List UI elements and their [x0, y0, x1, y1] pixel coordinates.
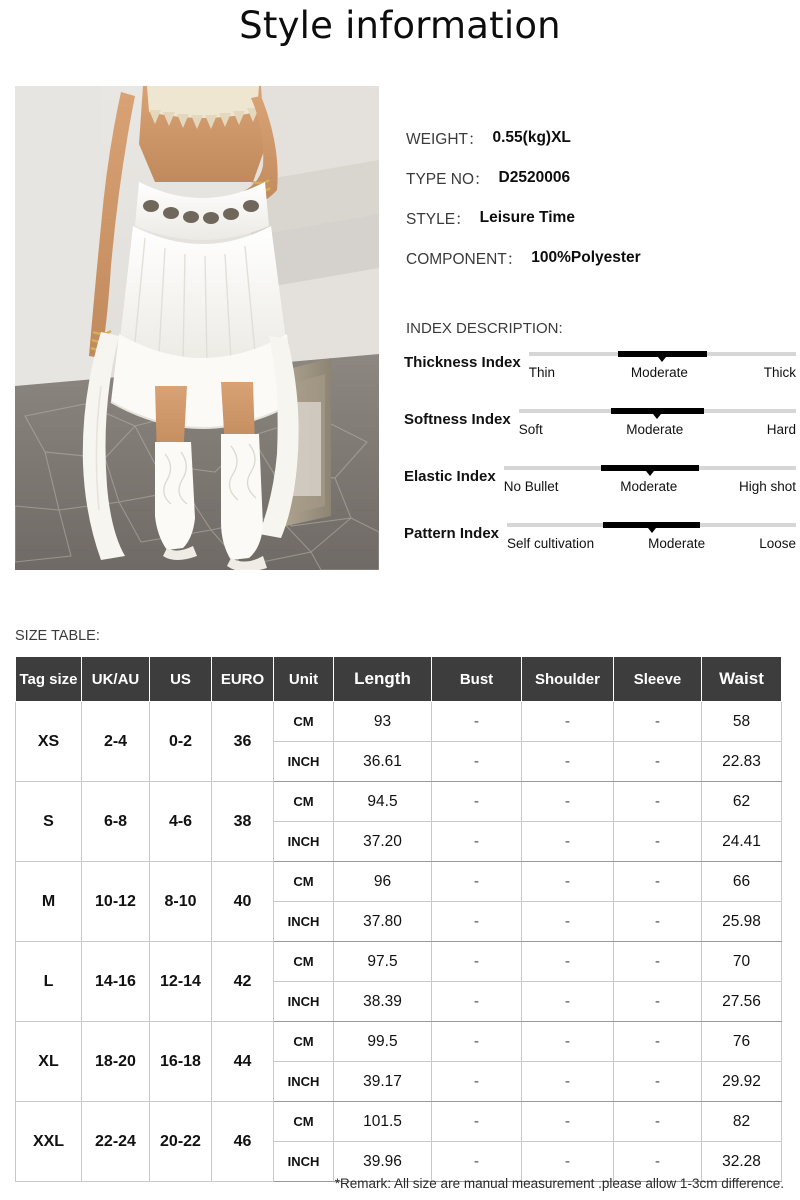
cell-sleeve: - [614, 1102, 702, 1142]
cell-sleeve: - [614, 1022, 702, 1062]
index-track-softness [519, 409, 796, 413]
index-row-softness [404, 409, 796, 466]
cell-sleeve: - [614, 982, 702, 1022]
cell-tag-size: M [16, 862, 82, 942]
spec-row-component [406, 238, 796, 278]
index-label-thickness: Thickness Index [404, 354, 521, 371]
cell-euro: 44 [212, 1022, 274, 1102]
col-header-euro: EURO [212, 657, 274, 702]
cell-euro: 42 [212, 942, 274, 1022]
cell-length: 36.61 [334, 742, 432, 782]
cell-euro: 40 [212, 862, 274, 942]
cell-waist: 22.83 [702, 742, 782, 782]
col-header-waist: Waist [702, 657, 782, 702]
cell-length: 94.5 [334, 782, 432, 822]
cell-sleeve: - [614, 702, 702, 742]
size-table-header-row [16, 657, 782, 702]
index-gauge-softness [519, 409, 796, 437]
cell-shoulder: - [522, 1142, 614, 1182]
index-row-thickness [404, 352, 796, 409]
cell-length: 97.5 [334, 942, 432, 982]
size-table-body [16, 702, 782, 1182]
cell-us: 4-6 [150, 782, 212, 862]
index-ticks-softness [519, 422, 796, 437]
index-marker-softness [653, 414, 661, 419]
index-marker-pattern [648, 528, 656, 533]
index-tick-high-thickness: Thick [763, 365, 796, 380]
cell-sleeve: - [614, 822, 702, 862]
index-marker-elastic [646, 471, 654, 476]
cell-uk-au: 6-8 [82, 782, 150, 862]
index-tick-high-softness: Hard [766, 422, 796, 437]
index-ticks-thickness [529, 365, 796, 380]
index-marker-thickness [658, 357, 666, 362]
index-ticks-elastic [504, 479, 796, 494]
cell-tag-size: S [16, 782, 82, 862]
index-tick-mid-pattern: Moderate [648, 536, 706, 551]
col-header-sleeve: Sleeve [614, 657, 702, 702]
cell-length: 38.39 [334, 982, 432, 1022]
cell-bust: - [432, 862, 522, 902]
cell-euro: 46 [212, 1102, 274, 1182]
cell-length: 93 [334, 702, 432, 742]
cell-unit: CM [274, 702, 334, 742]
cell-uk-au: 10-12 [82, 862, 150, 942]
cell-waist: 27.56 [702, 982, 782, 1022]
cell-unit: INCH [274, 742, 334, 782]
spec-row-type-no [406, 158, 796, 198]
table-row [16, 1102, 782, 1142]
cell-length: 39.17 [334, 1062, 432, 1102]
cell-waist: 58 [702, 702, 782, 742]
cell-shoulder: - [522, 822, 614, 862]
cell-bust: - [432, 1102, 522, 1142]
cell-shoulder: - [522, 782, 614, 822]
cell-shoulder: - [522, 1102, 614, 1142]
col-header-length: Length [334, 657, 432, 702]
col-header-shoulder: Shoulder [522, 657, 614, 702]
cell-us: 16-18 [150, 1022, 212, 1102]
cell-tag-size: XS [16, 702, 82, 782]
cell-tag-size: XL [16, 1022, 82, 1102]
cell-sleeve: - [614, 1062, 702, 1102]
table-row [16, 942, 782, 982]
index-gauge-elastic [504, 466, 796, 494]
spec-row-style [406, 198, 796, 238]
cell-us: 12-14 [150, 942, 212, 1022]
spec-value-component: 100%Polyester [531, 249, 641, 266]
table-row [16, 862, 782, 902]
index-gauge-list [404, 352, 796, 580]
col-header-uk-au: UK/AU [82, 657, 150, 702]
cell-shoulder: - [522, 902, 614, 942]
cell-waist: 82 [702, 1102, 782, 1142]
index-row-pattern [404, 523, 796, 580]
cell-sleeve: - [614, 1142, 702, 1182]
index-tick-high-pattern: Loose [759, 536, 796, 551]
cell-uk-au: 14-16 [82, 942, 150, 1022]
spec-value-weight: 0.55(kg)XL [492, 129, 571, 146]
cell-unit: CM [274, 1102, 334, 1142]
index-ticks-pattern [507, 536, 796, 551]
index-tick-mid-softness: Moderate [626, 422, 684, 437]
table-row [16, 1022, 782, 1062]
index-tick-mid-thickness: Moderate [630, 365, 688, 380]
size-table-label: SIZE TABLE: [15, 628, 100, 644]
index-tick-low-softness: Soft [518, 422, 543, 437]
cell-unit: CM [274, 1022, 334, 1062]
cell-uk-au: 2-4 [82, 702, 150, 782]
cell-length: 37.20 [334, 822, 432, 862]
index-gauge-pattern [507, 523, 796, 551]
cell-bust: - [432, 702, 522, 742]
cell-unit: CM [274, 942, 334, 982]
cell-shoulder: - [522, 942, 614, 982]
cell-sleeve: - [614, 862, 702, 902]
index-description-title: INDEX DESCRIPTION: [406, 320, 563, 337]
product-photo [15, 86, 379, 570]
index-track-elastic [504, 466, 796, 470]
cell-length: 37.80 [334, 902, 432, 942]
cell-unit: INCH [274, 902, 334, 942]
cell-waist: 24.41 [702, 822, 782, 862]
table-row [16, 782, 782, 822]
page-title: Style information [239, 4, 561, 47]
cell-unit: CM [274, 782, 334, 822]
cell-bust: - [432, 742, 522, 782]
col-header-bust: Bust [432, 657, 522, 702]
cell-unit: INCH [274, 1142, 334, 1182]
index-gauge-thickness [529, 352, 796, 380]
cell-unit: INCH [274, 822, 334, 862]
cell-unit: CM [274, 862, 334, 902]
cell-shoulder: - [522, 862, 614, 902]
cell-us: 20-22 [150, 1102, 212, 1182]
cell-bust: - [432, 1142, 522, 1182]
index-label-pattern: Pattern Index [404, 525, 500, 542]
spec-row-weight [406, 118, 796, 158]
cell-shoulder: - [522, 1022, 614, 1062]
cell-shoulder: - [522, 742, 614, 782]
index-tick-low-elastic: No Bullet [503, 479, 559, 494]
cell-uk-au: 22-24 [82, 1102, 150, 1182]
cell-waist: 32.28 [702, 1142, 782, 1182]
spec-value-style: Leisure Time [479, 209, 575, 226]
cell-tag-size: L [16, 942, 82, 1022]
col-header-tag-size: Tag size [16, 657, 82, 702]
cell-euro: 36 [212, 702, 274, 782]
size-table [15, 656, 782, 1182]
index-track-thickness [529, 352, 796, 356]
cell-waist: 70 [702, 942, 782, 982]
cell-sleeve: - [614, 942, 702, 982]
cell-us: 0-2 [150, 702, 212, 782]
cell-unit: INCH [274, 1062, 334, 1102]
cell-shoulder: - [522, 702, 614, 742]
col-header-unit: Unit [274, 657, 334, 702]
cell-waist: 62 [702, 782, 782, 822]
index-tick-low-pattern: Self cultivation [507, 536, 595, 551]
index-label-elastic: Elastic Index [404, 468, 496, 485]
col-header-us: US [150, 657, 212, 702]
spec-label-type-no: TYPE NO： [406, 171, 490, 188]
spec-value-type-no: D2520006 [498, 169, 571, 186]
cell-length: 99.5 [334, 1022, 432, 1062]
measurement-remark: *Remark: All size are manual measurement .please allow 1-3cm difference. [334, 1176, 784, 1191]
cell-length: 39.96 [334, 1142, 432, 1182]
cell-waist: 29.92 [702, 1062, 782, 1102]
cell-tag-size: XXL [16, 1102, 82, 1182]
cell-shoulder: - [522, 1062, 614, 1102]
cell-bust: - [432, 1062, 522, 1102]
cell-shoulder: - [522, 982, 614, 1022]
product-photo-illustration [15, 86, 379, 570]
cell-bust: - [432, 902, 522, 942]
cell-bust: - [432, 782, 522, 822]
index-tick-high-elastic: High shot [738, 479, 796, 494]
spec-label-weight: WEIGHT： [406, 131, 484, 148]
cell-uk-au: 18-20 [82, 1022, 150, 1102]
cell-unit: INCH [274, 982, 334, 1022]
cell-waist: 66 [702, 862, 782, 902]
cell-bust: - [432, 822, 522, 862]
cell-sleeve: - [614, 902, 702, 942]
spec-list [406, 118, 796, 278]
cell-length: 101.5 [334, 1102, 432, 1142]
cell-sleeve: - [614, 742, 702, 782]
cell-us: 8-10 [150, 862, 212, 942]
cell-euro: 38 [212, 782, 274, 862]
index-row-elastic [404, 466, 796, 523]
index-track-pattern [507, 523, 796, 527]
spec-label-style: STYLE： [406, 211, 471, 228]
spec-label-component: COMPONENT： [406, 251, 523, 268]
index-tick-mid-elastic: Moderate [620, 479, 678, 494]
cell-waist: 25.98 [702, 902, 782, 942]
index-tick-low-thickness: Thin [528, 365, 555, 380]
table-row [16, 702, 782, 742]
index-label-softness: Softness Index [404, 411, 511, 428]
cell-bust: - [432, 1022, 522, 1062]
cell-bust: - [432, 982, 522, 1022]
cell-waist: 76 [702, 1022, 782, 1062]
cell-bust: - [432, 942, 522, 982]
cell-sleeve: - [614, 782, 702, 822]
cell-length: 96 [334, 862, 432, 902]
